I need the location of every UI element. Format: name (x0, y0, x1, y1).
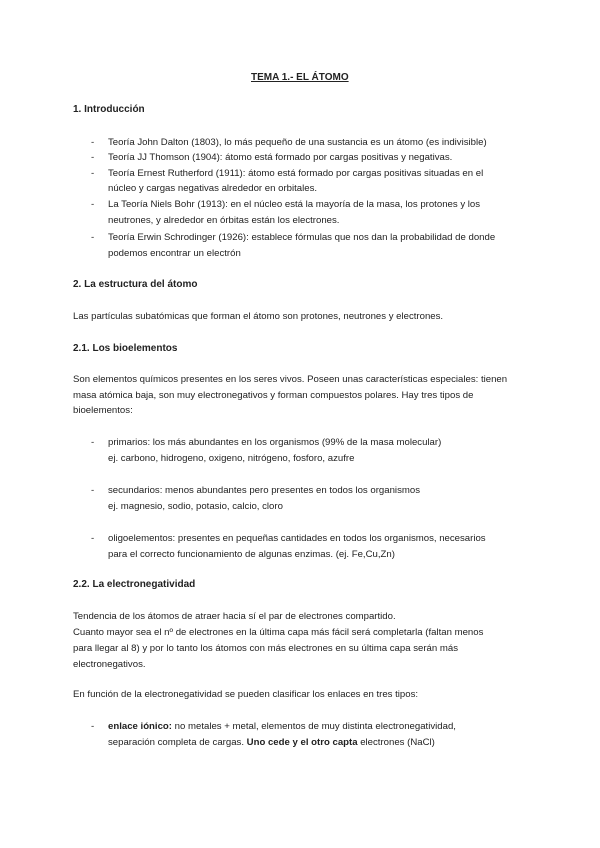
page-title: TEMA 1.- EL ÁTOMO (251, 72, 349, 83)
paragraph-line: Son elementos químicos presentes en los seres vivos. Poseen unas características especiales: tienen (73, 374, 508, 385)
list-item: Teoría Erwin Schrodinger (1926): establece fórmulas que nos dan la probabilidad de donde (108, 232, 496, 243)
list-dash: - (91, 485, 95, 496)
list-item: La Teoría Niels Bohr (1913): en el núcleo está la mayoría de la masa, los protones y los (108, 199, 481, 210)
paragraph-line: para llegar al 8) y por lo tanto los átomos con más electrones en su última capa serán más (73, 643, 459, 654)
section-2-heading: 2. La estructura del átomo (73, 279, 198, 290)
list-item: Teoría JJ Thomson (1904): átomo está formado por cargas positivas y negativas. (108, 152, 453, 163)
section-2-2-heading: 2.2. La electronegatividad (73, 579, 196, 590)
list-item-cont (108, 737, 435, 749)
list-item-text: no metales + metal, elementos de muy distinta electronegatividad, (171, 721, 456, 732)
list-item-cont: neutrones, y alrededor en órbitas están los electrones. (108, 215, 340, 226)
list-item: Teoría Ernest Rutherford (1911): átomo está formado por cargas positivas situadas en el (108, 168, 484, 179)
list-dash: - (91, 137, 95, 148)
list-item-cont: ej. carbono, hidrogeno, oxigeno, nitrógeno, fosforo, azufre (108, 453, 355, 464)
section-2-text: Las partículas subatómicas que forman el átomo son protones, neutrones y electrones. (73, 311, 444, 322)
bold-term: enlace iónico: (108, 721, 172, 732)
list-item-cont: para el correcto funcionamiento de algunas enzimas. (ej. Fe,Cu,Zn) (108, 549, 395, 560)
list-item-cont: ej. magnesio, sodio, potasio, calcio, cloro (108, 501, 283, 512)
list-dash: - (91, 168, 95, 179)
paragraph-line: Cuanto mayor sea el nº de electrones en la última capa más fácil será completarla (faltan menos (73, 627, 484, 638)
list-dash: - (91, 533, 95, 544)
list-dash: - (91, 199, 95, 210)
list-item: primarios: los más abundantes en los organismos (99% de la masa molecular) (108, 437, 442, 448)
paragraph-line: Tendencia de los átomos de atraer hacia sí el par de electrones compartido. (73, 611, 396, 622)
list-item: secundarios: menos abundantes pero presentes en todos los organismos (108, 485, 420, 496)
paragraph-line: En función de la electronegatividad se pueden clasificar los enlaces en tres tipos: (73, 689, 419, 700)
paragraph-line: bioelementos: (73, 405, 133, 416)
list-dash: - (91, 232, 95, 243)
paragraph-line: electronegativos. (73, 659, 146, 670)
section-2-1-heading: 2.1. Los bioelementos (73, 343, 178, 354)
list-item: oligoelementos: presentes en pequeñas cantidades en todos los organismos, necesarios (108, 533, 486, 544)
list-item-cont: podemos encontrar un electrón (108, 248, 241, 259)
list-item: Teoría John Dalton (1803), lo más pequeño de una sustancia es un átomo (es indivisible) (108, 137, 487, 148)
list-item-text: separación completa de cargas. (108, 737, 247, 748)
list-dash: - (91, 721, 95, 732)
list-item (108, 721, 456, 733)
paragraph-line: masa atómica baja, son muy electronegativos y forman compuestos polares. Hay tres tipos de (73, 390, 474, 401)
list-dash: - (91, 437, 95, 448)
list-item-cont: núcleo y cargas negativas alrededor en orbitales. (108, 183, 318, 194)
section-1-heading: 1. Introducción (73, 104, 145, 115)
list-item-text: electrones (NaCl) (357, 737, 435, 748)
bold-phrase: Uno cede y el otro capta (246, 737, 358, 748)
list-dash: - (91, 152, 95, 163)
